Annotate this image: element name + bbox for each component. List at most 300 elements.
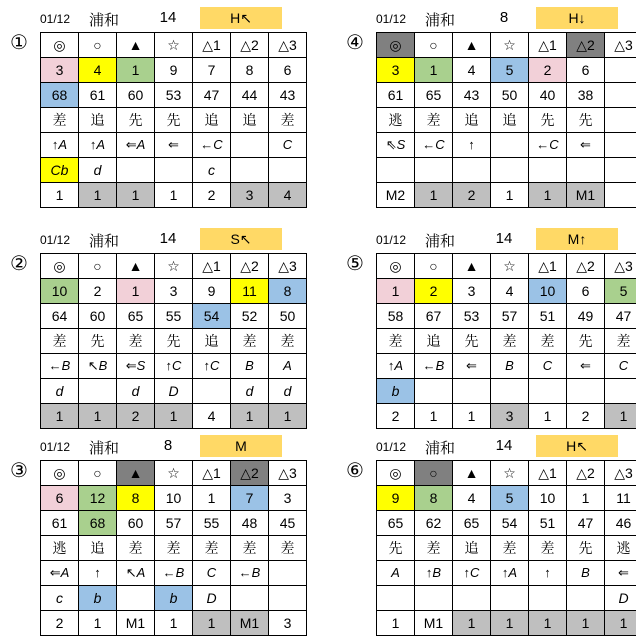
table-cell <box>117 158 155 183</box>
panel-header <box>376 7 636 31</box>
table-cell <box>605 158 636 183</box>
table-cell: b <box>79 586 117 611</box>
condition-badge: H↖ <box>536 435 618 457</box>
table-cell: b <box>377 379 415 404</box>
table-cell <box>269 158 307 183</box>
running-style-row <box>41 329 307 354</box>
table-cell: 差 <box>231 536 269 561</box>
table-cell: 47 <box>567 511 605 536</box>
table-cell: 1 <box>193 486 231 511</box>
table-cell: ↑C <box>155 354 193 379</box>
table-cell: 先 <box>155 108 193 133</box>
rank-letter-row <box>41 158 307 183</box>
horse-number-row <box>41 58 307 83</box>
rank-letter-row <box>377 586 636 611</box>
table-cell: 54 <box>193 304 231 329</box>
table-cell: 1 <box>377 611 415 636</box>
table-cell: ⇐ <box>453 354 491 379</box>
table-cell: 3 <box>491 404 529 429</box>
venue-name: 浦和 <box>89 12 120 29</box>
table-cell: 差 <box>117 329 155 354</box>
table-cell: 47 <box>193 83 231 108</box>
table-cell: 2 <box>193 183 231 208</box>
table-cell: ↑C <box>193 354 231 379</box>
table-cell: 50 <box>491 83 529 108</box>
table-cell: 1 <box>415 404 453 429</box>
table-cell: A <box>269 354 307 379</box>
table-cell: ☆ <box>491 33 529 58</box>
panel-header <box>376 228 636 252</box>
table-cell: A <box>377 561 415 586</box>
table-cell: 先 <box>567 329 605 354</box>
table-cell: 追 <box>193 329 231 354</box>
table-cell: ⇐ <box>567 133 605 158</box>
condition-badge: H↖ <box>200 7 282 29</box>
table-cell: ○ <box>415 33 453 58</box>
index-score-row <box>41 511 307 536</box>
table-cell: ◎ <box>377 461 415 486</box>
index-score-row <box>377 511 636 536</box>
panel-index: ④ <box>346 32 364 54</box>
table-cell: 45 <box>269 511 307 536</box>
table-cell: 57 <box>155 511 193 536</box>
table-cell: 3 <box>41 58 79 83</box>
table-cell: ☆ <box>491 461 529 486</box>
table-cell: 差 <box>491 536 529 561</box>
table-cell: 1 <box>269 404 307 429</box>
mark-row <box>41 254 307 279</box>
venue-name: 浦和 <box>89 440 120 457</box>
table-cell: 61 <box>41 511 79 536</box>
table-cell <box>377 158 415 183</box>
table-cell: ←B <box>155 561 193 586</box>
table-cell: ↑C <box>453 561 491 586</box>
table-cell: △2 <box>567 254 605 279</box>
table-cell: 9 <box>193 279 231 304</box>
table-cell: 3 <box>231 183 269 208</box>
table-cell: C <box>529 354 567 379</box>
rank-letter-row <box>377 379 636 404</box>
table-cell: △1 <box>193 33 231 58</box>
table-cell: 1 <box>117 279 155 304</box>
table-cell: ▲ <box>117 461 155 486</box>
table-cell: ○ <box>79 254 117 279</box>
table-cell: 6 <box>41 486 79 511</box>
table-cell: 2 <box>567 404 605 429</box>
table-cell: 62 <box>415 511 453 536</box>
table-cell: △2 <box>231 33 269 58</box>
table-cell: 46 <box>605 511 636 536</box>
table-cell: ←B <box>41 354 79 379</box>
table-cell <box>415 586 453 611</box>
mark-row <box>41 33 307 58</box>
table-cell: 追 <box>193 108 231 133</box>
table-cell: 1 <box>605 404 636 429</box>
table-cell: 1 <box>567 611 605 636</box>
table-cell: ☆ <box>491 254 529 279</box>
table-cell: M2 <box>377 183 415 208</box>
table-cell: 差 <box>605 329 636 354</box>
venue-name: 浦和 <box>425 12 456 29</box>
table-cell: ⇐S <box>117 354 155 379</box>
table-cell: 追 <box>79 536 117 561</box>
table-cell: 54 <box>491 511 529 536</box>
table-cell <box>117 586 155 611</box>
table-cell: 8 <box>415 486 453 511</box>
table-cell: M1 <box>567 183 605 208</box>
table-cell: 1 <box>155 611 193 636</box>
table-cell: 10 <box>529 279 567 304</box>
table-cell: 8 <box>231 58 269 83</box>
table-cell: 逃 <box>605 536 636 561</box>
table-cell <box>491 158 529 183</box>
table-cell: 47 <box>605 304 636 329</box>
table-cell: ↑A <box>377 354 415 379</box>
table-cell: ▲ <box>453 461 491 486</box>
table-cell: ↑ <box>529 561 567 586</box>
table-cell: 65 <box>453 511 491 536</box>
table-cell <box>453 158 491 183</box>
table-cell: 1 <box>41 404 79 429</box>
table-cell <box>415 158 453 183</box>
table-cell: 11 <box>231 279 269 304</box>
table-cell: d <box>117 379 155 404</box>
table-cell: ←C <box>415 133 453 158</box>
table-cell: M1 <box>415 611 453 636</box>
table-cell: Cb <box>41 158 79 183</box>
table-cell: 1 <box>529 183 567 208</box>
table-cell: 11 <box>605 486 636 511</box>
table-cell: 差 <box>377 329 415 354</box>
panel-index: ③ <box>10 460 28 482</box>
table-cell: ↑B <box>415 561 453 586</box>
table-cell: 40 <box>529 83 567 108</box>
table-cell: 追 <box>231 108 269 133</box>
table-cell: 差 <box>415 108 453 133</box>
table-cell: ←C <box>193 133 231 158</box>
table-cell: 3 <box>453 279 491 304</box>
table-cell: 1 <box>41 183 79 208</box>
table-cell: △3 <box>605 33 636 58</box>
table-cell: 1 <box>415 183 453 208</box>
table-cell: △3 <box>605 461 636 486</box>
rank-letter-row <box>41 379 307 404</box>
table-cell: △3 <box>269 254 307 279</box>
table-cell: 1 <box>605 611 636 636</box>
table-cell: 1 <box>193 611 231 636</box>
horse-number-row <box>41 486 307 511</box>
horse-number-row <box>377 58 636 83</box>
table-cell: △3 <box>269 33 307 58</box>
table-cell: 2 <box>415 279 453 304</box>
condition-badge: M <box>200 435 282 457</box>
runner-count: 8 <box>163 437 173 454</box>
table-cell: C <box>269 133 307 158</box>
table-cell: 65 <box>415 83 453 108</box>
panel-header <box>40 228 300 252</box>
table-cell: △1 <box>529 254 567 279</box>
venue-name: 浦和 <box>425 440 456 457</box>
table-cell: ◎ <box>377 33 415 58</box>
table-cell: 2 <box>79 279 117 304</box>
venue-name: 浦和 <box>425 233 456 250</box>
runner-count: 14 <box>495 230 513 247</box>
prediction-table <box>40 460 307 636</box>
table-cell <box>605 58 636 83</box>
table-cell: ↖B <box>79 354 117 379</box>
table-cell: 65 <box>117 304 155 329</box>
table-cell: 1 <box>117 183 155 208</box>
table-cell <box>231 133 269 158</box>
prediction-table <box>40 253 307 429</box>
table-cell: 7 <box>231 486 269 511</box>
table-cell: 60 <box>79 304 117 329</box>
table-cell: 55 <box>193 511 231 536</box>
table-cell: ☆ <box>155 254 193 279</box>
table-cell: ○ <box>79 33 117 58</box>
table-cell: ⇐A <box>41 561 79 586</box>
prediction-table <box>376 460 636 636</box>
table-cell: 61 <box>377 83 415 108</box>
table-cell: 44 <box>231 83 269 108</box>
table-cell: 追 <box>491 108 529 133</box>
position-arrow-row <box>377 561 636 586</box>
table-cell: D <box>155 379 193 404</box>
table-cell <box>605 379 636 404</box>
table-cell: 4 <box>453 486 491 511</box>
running-style-row <box>41 108 307 133</box>
table-cell: 51 <box>529 304 567 329</box>
table-cell <box>193 379 231 404</box>
table-cell: 1 <box>231 404 269 429</box>
running-style-row <box>377 536 636 561</box>
table-cell: ↑A <box>79 133 117 158</box>
table-cell: 3 <box>155 279 193 304</box>
table-cell <box>605 133 636 158</box>
table-cell: 差 <box>155 536 193 561</box>
table-cell: 43 <box>269 83 307 108</box>
table-cell: 差 <box>231 329 269 354</box>
table-cell <box>605 183 636 208</box>
table-cell: 3 <box>377 58 415 83</box>
table-cell: 51 <box>529 511 567 536</box>
table-cell: 9 <box>377 486 415 511</box>
table-cell: D <box>605 586 636 611</box>
table-cell: 先 <box>155 329 193 354</box>
table-cell: 2 <box>529 58 567 83</box>
table-cell <box>529 379 567 404</box>
table-cell <box>269 586 307 611</box>
table-cell: 10 <box>529 486 567 511</box>
table-cell: 1 <box>567 486 605 511</box>
table-cell <box>567 586 605 611</box>
table-cell: 差 <box>269 329 307 354</box>
table-cell: 53 <box>453 304 491 329</box>
table-cell: ○ <box>415 461 453 486</box>
runner-count: 8 <box>499 9 509 26</box>
table-cell: ↖A <box>117 561 155 586</box>
index-score-row <box>41 83 307 108</box>
table-cell: ▲ <box>117 33 155 58</box>
table-cell: 49 <box>567 304 605 329</box>
table-cell: 3 <box>269 611 307 636</box>
table-cell: b <box>155 586 193 611</box>
table-cell: 57 <box>491 304 529 329</box>
table-cell: 6 <box>567 279 605 304</box>
table-cell <box>567 379 605 404</box>
runner-count: 14 <box>495 437 513 454</box>
table-cell: 1 <box>155 183 193 208</box>
table-cell <box>529 586 567 611</box>
table-cell <box>605 83 636 108</box>
table-cell: ○ <box>415 254 453 279</box>
table-cell: 60 <box>117 511 155 536</box>
mark-row <box>377 254 636 279</box>
panel-header <box>40 435 300 459</box>
table-cell: 3 <box>269 486 307 511</box>
table-cell: ☆ <box>155 33 193 58</box>
table-cell: △3 <box>269 461 307 486</box>
table-cell: M1 <box>231 611 269 636</box>
table-cell: 68 <box>79 511 117 536</box>
table-cell: 50 <box>269 304 307 329</box>
table-cell: △1 <box>193 254 231 279</box>
table-cell: 65 <box>377 511 415 536</box>
table-cell: 10 <box>155 486 193 511</box>
table-cell: △1 <box>529 33 567 58</box>
table-cell: 先 <box>79 329 117 354</box>
table-cell: ▲ <box>453 33 491 58</box>
result-row <box>377 611 636 636</box>
running-style-row <box>41 536 307 561</box>
race-date: 01/12 <box>376 233 407 247</box>
table-cell: 1 <box>79 611 117 636</box>
table-cell: C <box>605 354 636 379</box>
horse-number-row <box>377 279 636 304</box>
table-cell <box>377 586 415 611</box>
position-arrow-row <box>41 354 307 379</box>
table-cell: 1 <box>491 183 529 208</box>
prediction-table <box>376 253 636 429</box>
table-cell: 1 <box>79 404 117 429</box>
table-cell: 61 <box>79 83 117 108</box>
table-cell: △2 <box>567 461 605 486</box>
table-cell: 1 <box>529 611 567 636</box>
table-cell: ⇐A <box>117 133 155 158</box>
table-cell: ↑ <box>79 561 117 586</box>
table-cell <box>567 158 605 183</box>
table-cell: c <box>193 158 231 183</box>
horse-number-row <box>377 486 636 511</box>
table-cell <box>231 586 269 611</box>
venue-name: 浦和 <box>89 233 120 250</box>
table-cell: c <box>41 586 79 611</box>
mark-row <box>377 33 636 58</box>
index-score-row <box>377 83 636 108</box>
table-cell: 差 <box>269 536 307 561</box>
table-cell: 1 <box>415 58 453 83</box>
table-cell: ⇖S <box>377 133 415 158</box>
table-cell: 先 <box>529 108 567 133</box>
running-style-row <box>377 108 636 133</box>
table-cell: 差 <box>269 108 307 133</box>
table-cell: 1 <box>453 404 491 429</box>
table-cell: 48 <box>231 511 269 536</box>
table-cell: 追 <box>415 329 453 354</box>
table-cell: 1 <box>529 404 567 429</box>
table-cell: D <box>193 586 231 611</box>
table-cell: △2 <box>231 461 269 486</box>
table-cell: 4 <box>79 58 117 83</box>
condition-badge: M↑ <box>536 228 618 250</box>
table-cell: △2 <box>231 254 269 279</box>
result-row <box>41 404 307 429</box>
table-cell: 1 <box>491 611 529 636</box>
table-cell: ◎ <box>41 461 79 486</box>
table-cell <box>491 133 529 158</box>
race-date: 01/12 <box>40 12 71 26</box>
table-cell <box>231 158 269 183</box>
table-cell: 12 <box>79 486 117 511</box>
table-cell: 差 <box>529 329 567 354</box>
position-arrow-row <box>377 354 636 379</box>
table-cell: d <box>231 379 269 404</box>
table-cell: B <box>491 354 529 379</box>
table-cell: 55 <box>155 304 193 329</box>
rank-letter-row <box>377 158 636 183</box>
runner-count: 14 <box>159 9 177 26</box>
table-cell: 追 <box>79 108 117 133</box>
table-cell <box>529 158 567 183</box>
table-cell: ←C <box>529 133 567 158</box>
table-cell: 差 <box>415 536 453 561</box>
table-cell: △1 <box>529 461 567 486</box>
prediction-table <box>376 32 636 208</box>
result-row <box>377 404 636 429</box>
table-cell: 差 <box>193 536 231 561</box>
table-cell: 先 <box>117 108 155 133</box>
table-cell: 1 <box>155 404 193 429</box>
table-cell: 差 <box>529 536 567 561</box>
race-date: 01/12 <box>376 12 407 26</box>
table-cell <box>415 379 453 404</box>
table-cell: 先 <box>567 536 605 561</box>
table-cell: ←B <box>231 561 269 586</box>
table-cell: ○ <box>79 461 117 486</box>
position-arrow-row <box>377 133 636 158</box>
table-cell: 先 <box>567 108 605 133</box>
index-score-row <box>41 304 307 329</box>
table-cell: △3 <box>605 254 636 279</box>
table-cell: 5 <box>491 486 529 511</box>
mark-row <box>377 461 636 486</box>
table-cell: ▲ <box>117 254 155 279</box>
table-cell: 4 <box>453 58 491 83</box>
table-cell: B <box>567 561 605 586</box>
table-cell: 差 <box>491 329 529 354</box>
table-cell: ◎ <box>41 254 79 279</box>
table-cell: 2 <box>117 404 155 429</box>
table-cell: 2 <box>377 404 415 429</box>
table-cell: 4 <box>193 404 231 429</box>
table-cell: 5 <box>491 58 529 83</box>
table-cell <box>155 158 193 183</box>
horse-number-row <box>41 279 307 304</box>
table-cell: 6 <box>269 58 307 83</box>
table-cell: M1 <box>117 611 155 636</box>
table-cell: ◎ <box>377 254 415 279</box>
condition-badge: S↖ <box>200 228 282 250</box>
